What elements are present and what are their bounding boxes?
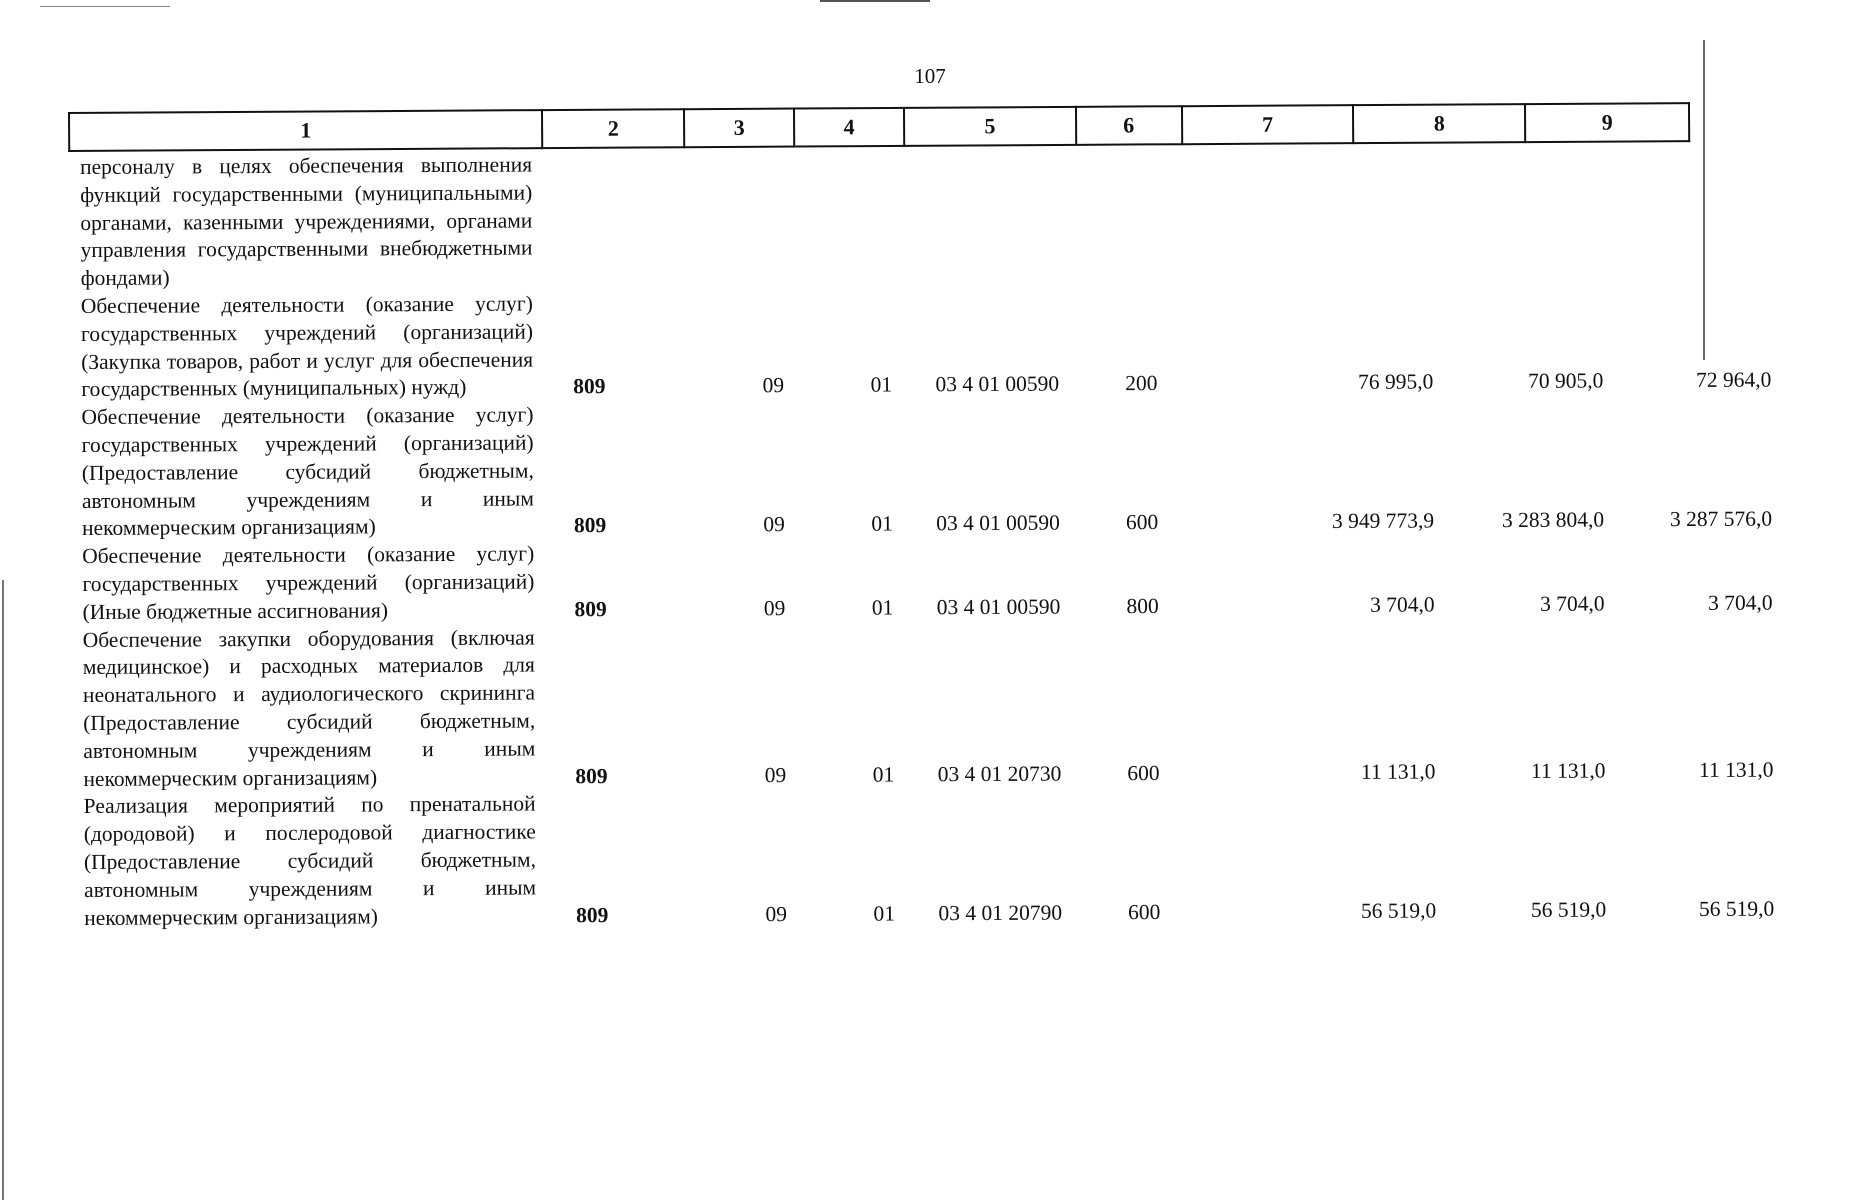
expense-type-code: 600 (1128, 899, 1161, 924)
row-description: Обеспечение закупки оборудования (включая медицинское) и расходных материалов для неонатального и аудиологического скрининга (Предоставление субсидий бюджетным, автономным учреждениям и иным некоммерческим организациям) (82, 625, 536, 791)
section-code: 09 (762, 373, 785, 398)
column-header: 5 (904, 107, 1076, 146)
amount-col-8: 3 704,0 (1539, 591, 1605, 616)
column-header: 8 (1353, 104, 1525, 143)
scan-edge (2, 580, 4, 1200)
row-description: Реализация мероприятий по пренатальной (дородовой) и послеродовой диагностике (Предоставление субсидий бюджетным, автономным учреждениям и иным некоммерческим организациям) (83, 791, 537, 930)
table-row (80, 145, 1691, 293)
ministry-code: 809 (573, 374, 606, 399)
amount-col-9: 3 287 576,0 (1669, 506, 1773, 532)
expense-type-code: 800 (1126, 593, 1159, 618)
table-row (80, 284, 1772, 404)
ministry-code: 809 (573, 513, 607, 538)
row-description: Обеспечение деятельности (оказание услуг) государственных учреждений (организаций) (Иные бюджетные ассигнования) (82, 541, 535, 624)
column-header: 2 (542, 109, 684, 148)
amount-col-7: 3 949 773,9 (1331, 508, 1435, 534)
amount-col-9: 56 519,0 (1698, 896, 1775, 921)
target-article-code: 03 4 01 20790 (938, 900, 1063, 925)
amount-col-8: 56 519,0 (1530, 897, 1607, 922)
page-number: 107 (914, 64, 946, 88)
amount-col-7: 56 519,0 (1360, 897, 1437, 923)
target-article-code: 03 4 01 00590 (936, 510, 1060, 536)
column-header: 4 (794, 108, 904, 147)
section-code: 09 (763, 595, 786, 620)
amount-col-7: 3 704,0 (1369, 592, 1435, 617)
subsection-code: 01 (873, 900, 896, 926)
section-code: 09 (764, 762, 787, 787)
column-header: 3 (684, 109, 794, 148)
ministry-code: 809 (576, 902, 609, 927)
column-header: 7 (1182, 105, 1354, 144)
row-description: Обеспечение деятельности (оказание услуг) государственных учреждений (организаций) (Предоставление субсидий бюджетным, автономным учреждениям и иным некоммерческим организациям) (81, 402, 534, 541)
section-code: 09 (763, 512, 785, 537)
subsection-code: 01 (870, 372, 893, 397)
amount-col-9: 3 704,0 (1707, 590, 1773, 615)
scan-artifact-line (820, 0, 930, 2)
scan-artifact-line (40, 6, 170, 7)
section-code: 09 (765, 901, 788, 926)
subsection-code: 01 (872, 761, 895, 787)
subsection-code: 01 (871, 595, 894, 620)
column-header: 1 (69, 110, 543, 151)
ministry-code: 809 (574, 596, 607, 621)
table-row (83, 784, 1775, 932)
amount-col-7: 76 995,0 (1357, 369, 1434, 395)
target-article-code: 03 4 01 00590 (936, 594, 1061, 619)
column-header: 9 (1525, 103, 1689, 142)
table-row (82, 618, 1774, 794)
amount-col-8: 3 283 804,0 (1501, 507, 1605, 533)
target-article-code: 03 4 01 20730 (937, 761, 1062, 786)
target-article-code: 03 4 01 00590 (935, 371, 1060, 397)
ministry-code: 809 (575, 763, 608, 788)
column-header: 6 (1076, 106, 1182, 145)
subsection-code: 01 (871, 511, 893, 536)
amount-col-7: 11 131,0 (1360, 758, 1436, 784)
row-description: Обеспечение деятельности (оказание услуг) государственных учреждений (организаций) (Закупка товаров, работ и услуг для обеспечения государственных (муниципальных) нужд) (80, 291, 534, 402)
amount-col-8: 11 131,0 (1530, 758, 1606, 783)
amount-col-9: 11 131,0 (1698, 757, 1774, 782)
row-description: персоналу в целях обеспечения выполнения функций государственными (муниципальными) органами, казенными учреждениями, органами управления государственными внебюджетными фондами) (80, 152, 533, 291)
expense-type-code: 200 (1125, 371, 1158, 396)
column-header-row (68, 102, 1690, 152)
amount-col-8: 70 905,0 (1527, 368, 1604, 394)
expense-type-code: 600 (1127, 760, 1160, 785)
budget-table-body (80, 145, 1775, 932)
table-row (82, 534, 1773, 626)
expense-type-code: 600 (1125, 510, 1159, 535)
table-row (81, 395, 1773, 543)
amount-col-9: 72 964,0 (1695, 367, 1772, 393)
